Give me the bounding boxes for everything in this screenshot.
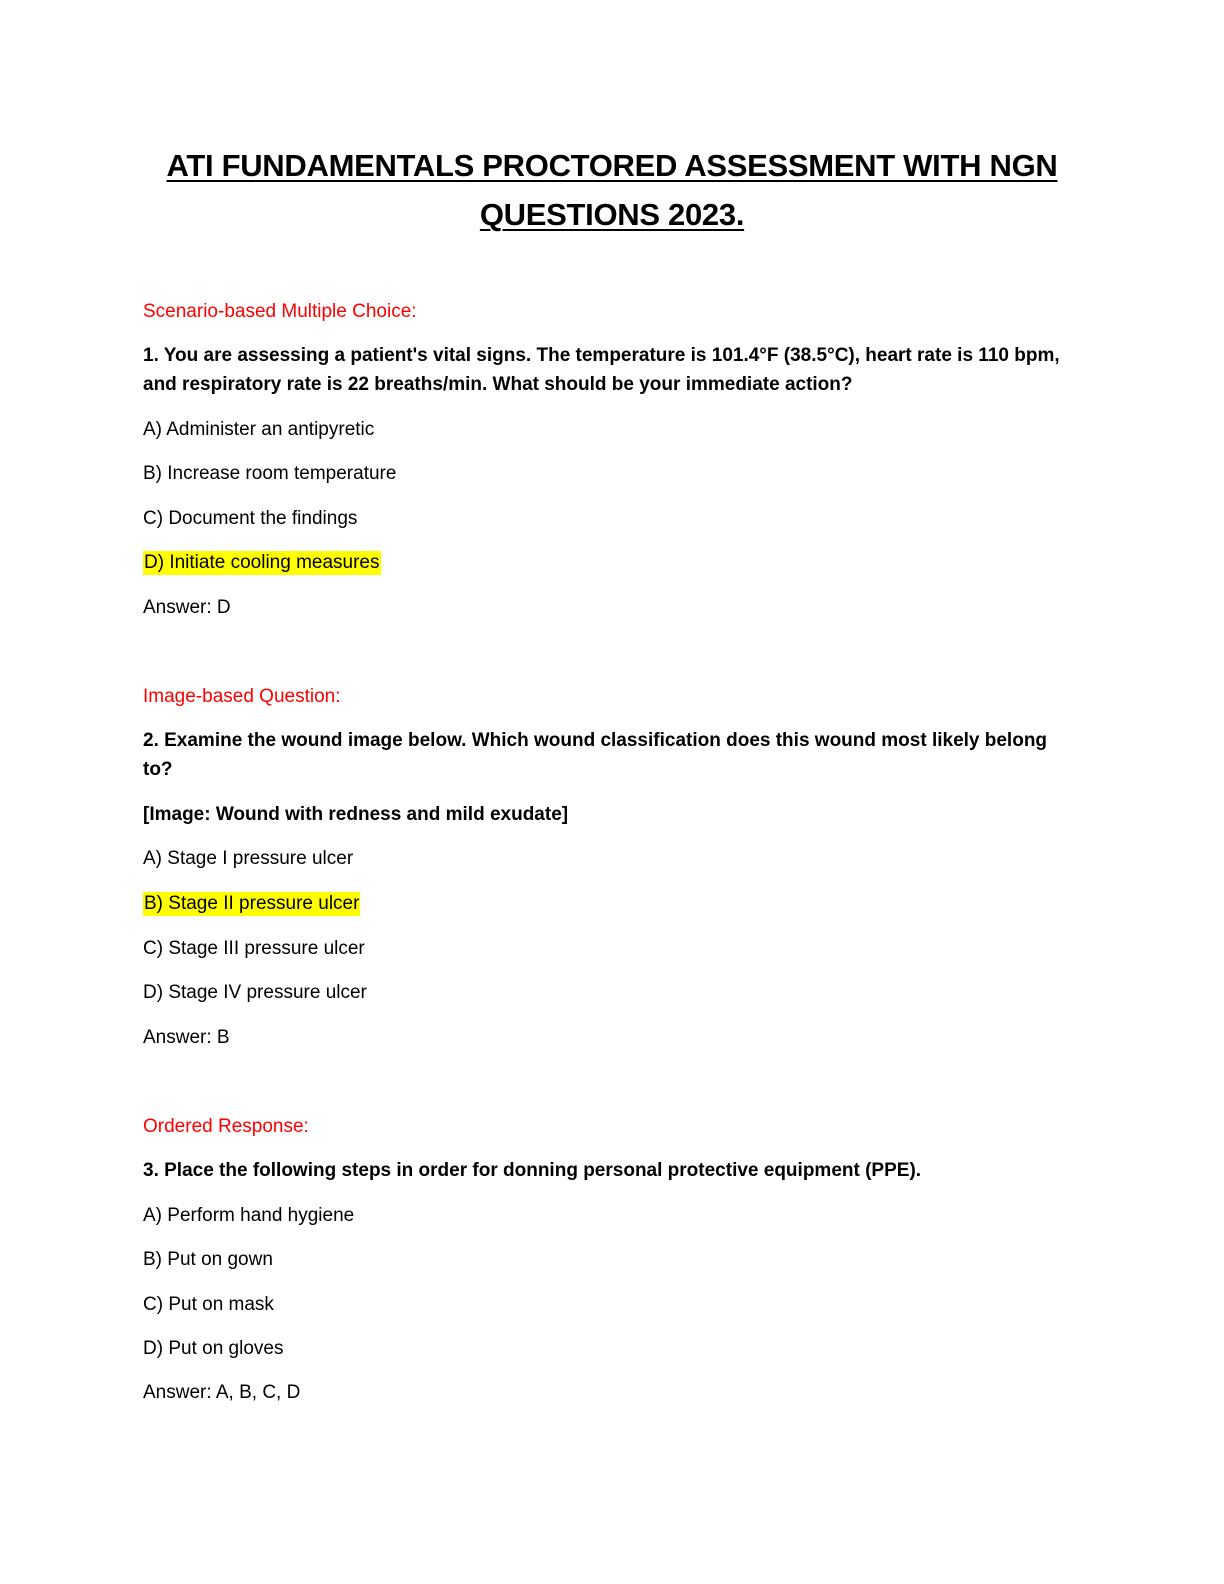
section-heading: Image-based Question: — [143, 686, 341, 707]
answer-option: A) Perform hand hygiene — [143, 1205, 355, 1226]
document-title-line-1: ATI FUNDAMENTALS PROCTORED ASSESSMENT WITH NGN — [166, 148, 1058, 183]
answer-option: B) Put on gown — [143, 1249, 273, 1270]
section-heading: Ordered Response: — [143, 1116, 309, 1137]
answer-key: Answer: A, B, C, D — [143, 1382, 301, 1403]
question-text: 1. You are assessing a patient's vital signs. The temperature is 101.4°F (38.5°C), heart rate is 110 bpm, — [143, 345, 1060, 366]
question-text: to? — [143, 759, 173, 780]
question-text: 2. Examine the wound image below. Which wound classification does this wound most likely belong — [143, 730, 1048, 751]
document-title-line-2: QUESTIONS 2023. — [479, 197, 745, 232]
image-placeholder-note: [Image: Wound with redness and mild exudate] — [143, 804, 569, 825]
answer-option: C) Stage III pressure ulcer — [143, 938, 365, 959]
section-heading: Scenario-based Multiple Choice: — [143, 301, 417, 322]
answer-key: Answer: D — [143, 597, 231, 618]
answer-option-highlighted — [143, 894, 360, 913]
highlight-marker: B) Stage II pressure ulcer — [144, 893, 360, 914]
question-text: and respiratory rate is 22 breaths/min. What should be your immediate action? — [143, 374, 853, 395]
question-text: 3. Place the following steps in order for donning personal protective equipment (PPE). — [143, 1160, 922, 1181]
answer-option: A) Administer an antipyretic — [143, 419, 375, 440]
answer-option: A) Stage I pressure ulcer — [143, 848, 354, 869]
answer-option: D) Stage IV pressure ulcer — [143, 982, 367, 1003]
answer-option: D) Put on gloves — [143, 1338, 284, 1359]
answer-option: B) Increase room temperature — [143, 463, 397, 484]
answer-option-highlighted — [143, 553, 381, 572]
answer-key: Answer: B — [143, 1027, 230, 1048]
answer-option: C) Put on mask — [143, 1294, 274, 1315]
answer-option: C) Document the findings — [143, 508, 358, 529]
highlight-marker: D) Initiate cooling measures — [144, 552, 380, 573]
